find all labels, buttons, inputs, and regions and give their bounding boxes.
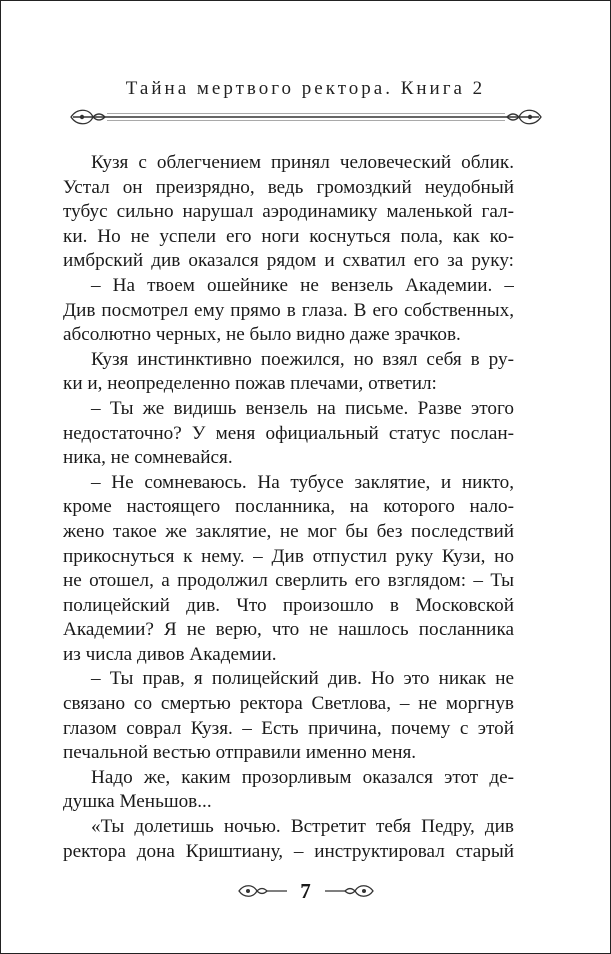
text-line: – Ты же видишь вензель на письме. Разве этого: [91, 397, 514, 419]
paragraph-6: [63, 667, 514, 765]
paragraph-3: [63, 348, 514, 397]
text-line: связано со смертью ректора Светлова, – не моргнув: [63, 693, 514, 715]
paragraph-2: [63, 274, 514, 348]
text-line: ки. Но не успели его ноги коснуться пола, как ко-: [63, 225, 514, 247]
text-line: недостаточно? У меня официальный статус послан-: [63, 422, 514, 444]
text-line: – Не сомневаюсь. На тубусе заклятие, и никто,: [91, 471, 514, 493]
text-line: жено такое же заклятие, не мог бы без последствий: [63, 520, 514, 542]
paragraph-7: [63, 766, 514, 815]
page-footer: [1, 877, 610, 907]
text-line: – Ты прав, я полицейский див. Но это никак не: [91, 668, 514, 690]
text-line: полицейский див. Что произошло в Московской: [63, 594, 514, 616]
paragraph-4: [63, 397, 514, 471]
text-line: Надо же, каким прозорливым оказался этот де-: [91, 766, 514, 788]
text-line: кроме настоящего посланника, на которого нало-: [63, 496, 514, 518]
text-line: Академии? Я не верю, что не нашлось посланника: [63, 619, 514, 641]
text-line: Див посмотрел ему прямо в глаза. В его собственных,: [63, 299, 514, 321]
text-line: глазом соврал Кузя. – Есть причина, почему с этой: [63, 717, 514, 739]
text-line: абсолютно черных, не было видно даже зрачков.: [63, 324, 461, 346]
page-number: 7: [300, 879, 311, 903]
text-line: ника, не сомневайся.: [63, 447, 233, 469]
text-line: ректора дона Криштиану, – инструктировал старый: [63, 840, 514, 862]
text-line: не отошел, а продолжил сверлить его взглядом: – Ты: [63, 570, 514, 592]
text-line: ки и, неопределенно пожав плечами, ответил:: [63, 373, 437, 395]
text-line: из числа дивов Академии.: [63, 643, 277, 665]
paragraph-1: [63, 151, 514, 274]
paragraph-5: [63, 471, 514, 668]
text-line: – На твоем ошейнике не вензель Академии. –: [91, 274, 514, 296]
text-line: Устал он преизрядно, ведь громоздкий неудобный: [63, 176, 514, 198]
text-line: душка Меньшов...: [63, 791, 212, 813]
paragraph-8: [63, 815, 514, 864]
text-line: тубус сильно нарушал аэродинамику маленькой гал-: [63, 201, 514, 223]
text-line: Кузя инстинктивно поежился, но взял себя в ру-: [91, 348, 514, 370]
text-line: прикоснуться к нему. – Див отпустил руку Кузи, но: [63, 545, 514, 567]
text-line: «Ты долетишь ночью. Встретит тебя Педру, див: [91, 816, 514, 838]
ornament-divider-icon: [67, 104, 545, 130]
body-text: [63, 151, 514, 864]
text-line: имбрский див оказался рядом и схватил его за руку:: [63, 250, 514, 272]
running-title: Тайна мертвого ректора. Книга 2: [125, 78, 486, 99]
text-line: Кузя с облегчением принял человеческий облик.: [91, 152, 514, 173]
text-line: печальной вестью отправили именно меня.: [63, 742, 417, 764]
